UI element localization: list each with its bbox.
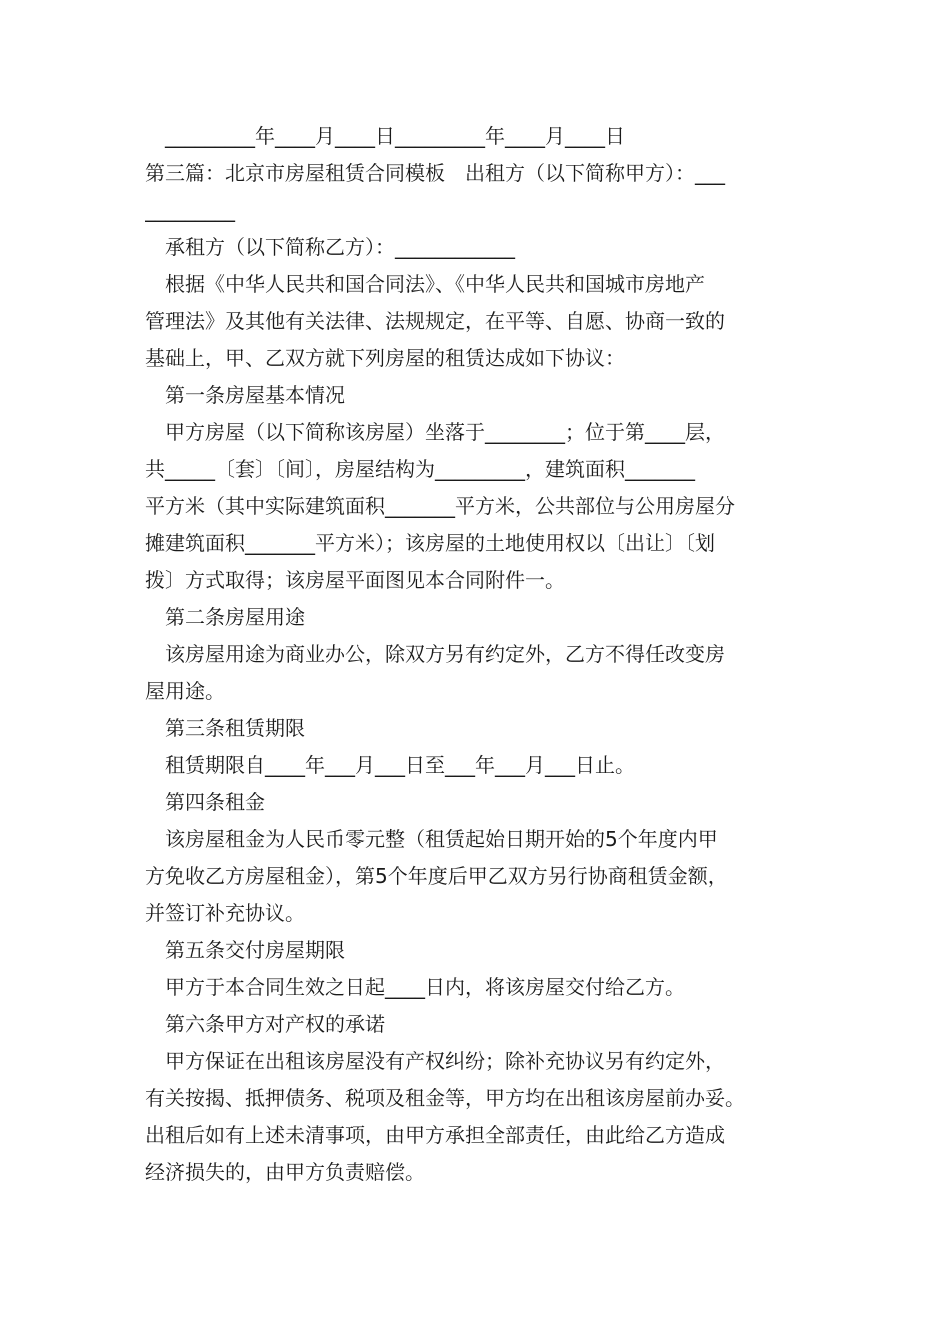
- text-line: 甲方于本合同生效之日起____日内，将该房屋交付给乙方。: [165, 975, 685, 999]
- text-line: 租赁期限自____年___月___日至___年___月___日止。: [165, 753, 635, 777]
- text-line: 并签订补充协议。: [145, 901, 305, 925]
- text-line: 屋用途。: [145, 679, 225, 703]
- text-line: 第三条租赁期限: [165, 716, 305, 740]
- text-line: 平方米（其中实际建筑面积_______平方米，公共部位与公用房屋分: [145, 494, 735, 518]
- text-line: 根据《中华人民共和国合同法》、《中华人民共和国城市房地产: [165, 272, 705, 296]
- document-page: [145, 118, 810, 1191]
- text-line: _________年____月____日_________年____月____日: [165, 124, 625, 148]
- text-line: _________: [145, 198, 235, 222]
- text-line: 出租后如有上述未清事项，由甲方承担全部责任，由此给乙方造成: [145, 1123, 725, 1147]
- text-line: 共_____〔套〕〔间〕，房屋结构为_________，建筑面积_______: [145, 457, 695, 481]
- text-line: 该房屋租金为人民币零元整（租赁起始日期开始的5个年度内甲: [165, 827, 718, 851]
- text-line: 甲方房屋（以下简称该房屋）坐落于________；位于第____层，: [165, 420, 725, 444]
- text-line: 甲方保证在出租该房屋没有产权纠纷；除补充协议另有约定外，: [165, 1049, 725, 1073]
- text-line: 基础上，甲、乙双方就下列房屋的租赁达成如下协议：: [145, 346, 625, 370]
- text-line: 第二条房屋用途: [165, 605, 305, 629]
- text-line: 第五条交付房屋期限: [165, 938, 345, 962]
- text-line: 第六条甲方对产权的承诺: [165, 1012, 385, 1036]
- text-line: 摊建筑面积_______平方米）；该房屋的土地使用权以〔出让〕〔划: [145, 531, 715, 555]
- text-line: 第四条租金: [165, 790, 265, 814]
- text-line: 方免收乙方房屋租金），第5个年度后甲乙双方另行协商租赁金额，: [145, 864, 728, 888]
- text-line: 有关按揭、抵押债务、税项及租金等，甲方均在出租该房屋前办妥。: [145, 1086, 745, 1110]
- text-line: 第三篇：北京市房屋租赁合同模板 出租方（以下简称甲方）：___: [145, 161, 725, 185]
- text-line: 承租方（以下简称乙方）：____________: [165, 235, 515, 259]
- text-line: 经济损失的，由甲方负责赔偿。: [145, 1160, 425, 1184]
- text-line: 第一条房屋基本情况: [165, 383, 345, 407]
- text-line: 管理法》及其他有关法律、法规规定，在平等、自愿、协商一致的: [145, 309, 725, 333]
- text-line: 该房屋用途为商业办公，除双方另有约定外，乙方不得任改变房: [165, 642, 725, 666]
- text-line: 拨〕方式取得；该房屋平面图见本合同附件一。: [145, 568, 565, 592]
